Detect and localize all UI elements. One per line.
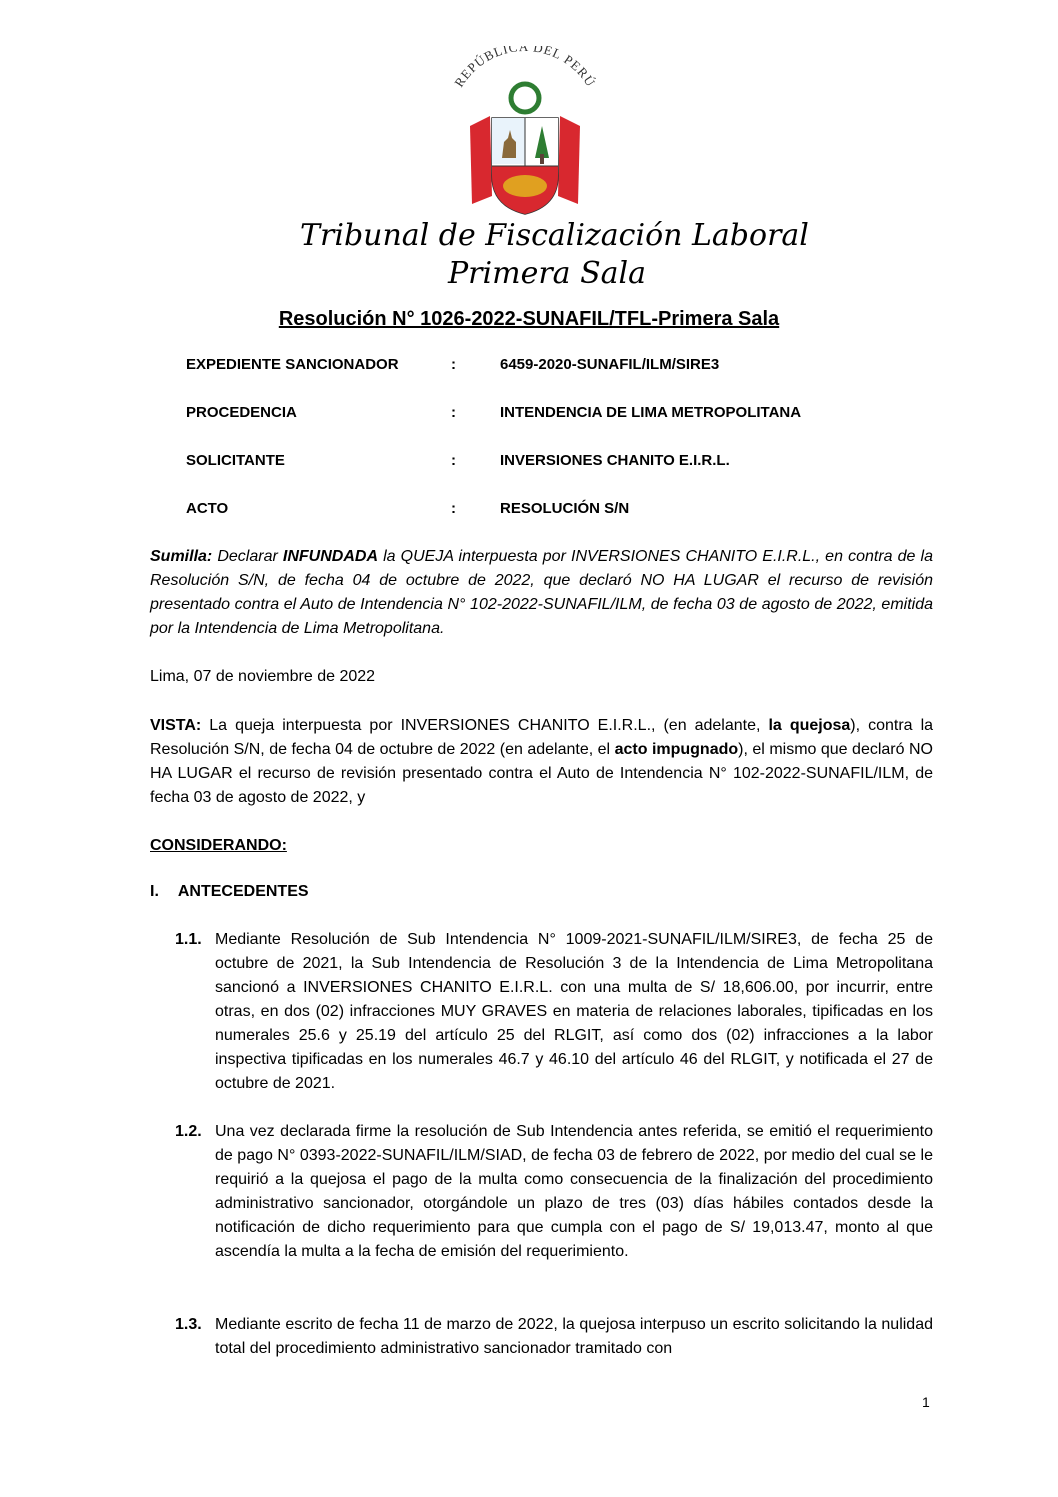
sumilla-text-2: la QUEJA interpuesta por INVERSIONES CHANITO E.I.R.L., en contra de la Resolución S/N, de fecha 04 de octubre de 2022, que declaró NO HA LUGAR el recurso de revisión presentado contra el Auto de Intendencia N° 102-2022-SUNAFIL/ILM, de fecha 03 de agosto de 2022, emitida por la Intendencia de Lima Metropolitana. [150,548,933,637]
info-label: SOLICITANTE [186,452,285,469]
item-text: Mediante escrito de fecha 11 de marzo de 2022, la quejosa interpuso un escrito solicitando la nulidad total del procedimiento administrativo sancionador tramitado con [215,1316,933,1357]
info-colon: : [451,404,456,421]
considerando-heading: CONSIDERANDO: [150,837,287,854]
info-label: EXPEDIENTE SANCIONADOR [186,356,399,373]
item-text: Mediante Resolución de Sub Intendencia N° 1009-2021-SUNAFIL/ILM/SIRE3, de fecha 25 de octubre de 2021, la Sub Intendencia de Resolución 3 de la Intendencia de Lima Metropolitana sancionó a INVERSIONES CHANITO E.I.R.L. con una multa de S/ 18,606.00, por incurrir, entre otras, en dos (02) infracciones MUY GRAVES en materia de relaciones laborales, tipificadas en los numerales 25.6 y 25.19 del artículo 25 del RLGIT, así como dos (02) infracciones a la labor inspectiva tipificadas en los numerales 46.7 y 46.10 del artículo 46 del RLGIT, y notificada el 27 de octubre de 2021. [215,931,933,1092]
coat-of-arms-seal [430,46,620,224]
info-colon: : [451,500,456,517]
info-value: RESOLUCIÓN S/N [500,500,630,517]
info-row-procedencia [186,404,886,452]
place-date: Lima, 07 de noviembre de 2022 [150,668,376,685]
sumilla-paragraph [150,545,933,641]
vista-text-1: La queja interpuesta por INVERSIONES CHANITO E.I.R.L., (en adelante, [201,717,769,734]
vista-bold-acto: acto impugnado [614,741,739,758]
case-info-table [186,356,886,548]
item-number: 1.3. [175,1316,202,1333]
vista-paragraph [150,714,933,810]
sumilla-label: Sumilla: [150,548,213,565]
section-number: I. [150,883,159,900]
section-title: ANTECEDENTES [177,883,309,900]
vista-label: VISTA: [150,717,202,734]
resolution-title: Resolución N° 1026-2022-SUNAFIL/TFL-Primera Sala [278,308,780,330]
item-number: 1.1. [175,931,202,948]
info-colon: : [451,356,456,373]
vista-bold-quejosa: la quejosa [768,717,851,734]
sala-title: Primera Sala [448,256,647,291]
page-number: 1 [922,1394,930,1410]
info-value: 6459-2020-SUNAFIL/ILM/SIRE3 [500,356,720,373]
tribunal-title: Tribunal de Fiscalización Laboral [300,218,809,253]
vista-text-3: ), el mismo que declaró NO HA LUGAR el recurso de revisión presentado contra el Auto de Intendencia N° 102-2022-SUNAFIL/ILM, de fecha 03 de agosto de 2022, y [150,741,933,806]
info-colon: : [451,452,456,469]
item-number: 1.2. [175,1123,202,1140]
info-row-acto [186,500,886,548]
info-value: INVERSIONES CHANITO E.I.R.L. [500,452,730,469]
section-heading [150,880,933,904]
sumilla-infundada: INFUNDADA [282,548,379,565]
info-label: ACTO [186,500,229,517]
info-row-expediente [186,356,886,404]
item-text: Una vez declarada firme la resolución de Sub Intendencia antes referida, se emitió el requerimiento de pago N° 0393-2022-SUNAFIL/ILM/SIAD, de fecha 03 de febrero de 2022, por medio del cual se le requirió a la quejosa el pago de la multa como consecuencia de la finalización del procedimiento administrativo sancionador, otorgándole un plazo de tres (03) días hábiles contados desde la notificación de dicho requerimiento para que cumpla con el pago de S/ 19,013.47, monto al que ascendía la multa a la fecha de emisión del requerimiento. [215,1123,933,1260]
vista-text-2: ), contra la Resolución S/N, de fecha 04 de octubre de 2022 (en adelante, el [150,717,934,758]
seal-arc-text: REPÚBLICA DEL PERÚ [451,46,599,90]
info-value: INTENDENCIA DE LIMA METROPOLITANA [500,404,802,421]
info-row-solicitante [186,452,886,500]
seal-graphic [430,46,620,224]
sumilla-text-1: Declarar [212,548,283,565]
info-label: PROCEDENCIA [186,404,297,421]
